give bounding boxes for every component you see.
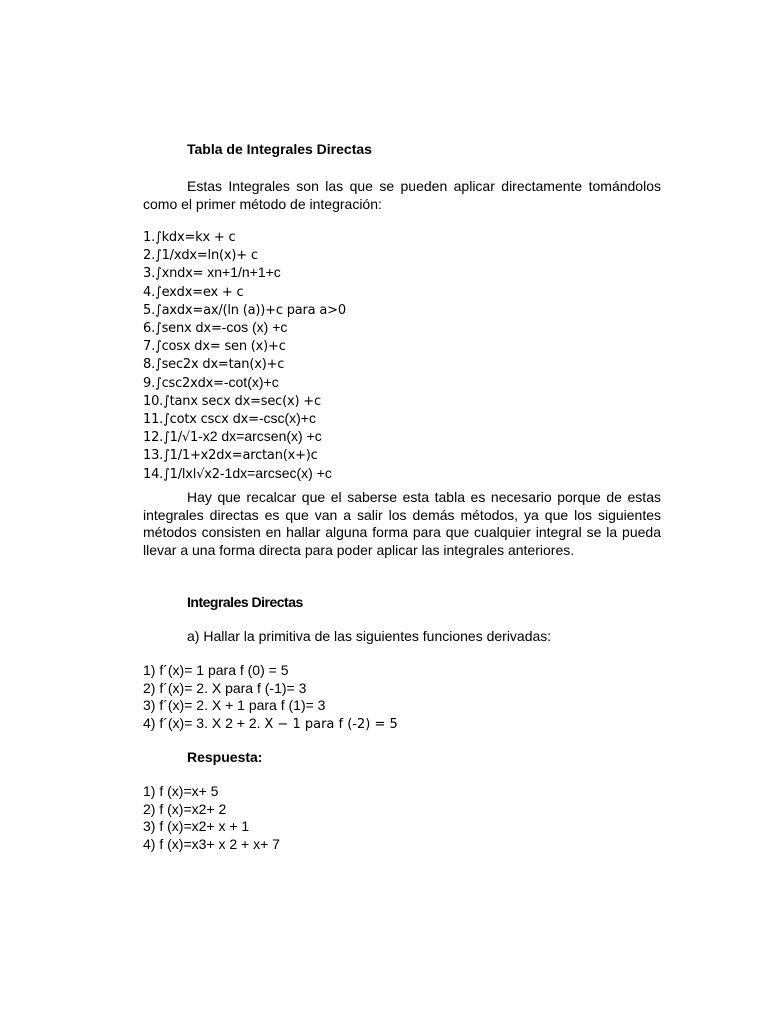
- note-paragraph: [143, 489, 661, 559]
- formula-item: 6.∫senx dx=-cos (x) +c: [143, 319, 288, 337]
- formula-item: 9.∫csc2xdx=-cot(x)+c: [143, 373, 279, 391]
- answer-list: [143, 783, 280, 853]
- formula-item: 2.∫1/xdx=ln(x)+ c: [143, 248, 258, 264]
- problem-item: 2) f´(x)= 2. X para f (-1)= 3: [143, 679, 307, 696]
- answer-item: 2) f (x)=x2+ 2: [143, 800, 227, 817]
- intro-paragraph: [143, 178, 661, 213]
- formula-item: 8.∫sec2x dx=tan(x)+c: [143, 357, 285, 373]
- problem-item: 1) f´(x)= 1 para f (0) = 5: [143, 662, 289, 678]
- answer-item: 1) f (x)=x+ 5: [143, 783, 219, 799]
- formula-item: 7.∫cosx dx= sen (x)+c: [143, 339, 286, 355]
- note-text: Hay que recalcar que el saberse esta tabla es necesario porque de estas integrales directas es que van a salir los demás métodos, ya que los siguientes métodos consisten en hallar alguna forma para que cualquier integral se la pueda llevar a una forma directa para poder aplicar las integrales anteriores.: [143, 489, 661, 558]
- answer-heading: Respuesta:: [187, 749, 263, 765]
- formula-item: 5.∫axdx=ax/(ln (a))+c para a>0: [143, 302, 346, 318]
- formula-item: 4.∫exdx=ex + c: [143, 284, 244, 300]
- page-title: Tabla de Integrales Directas: [187, 141, 372, 157]
- formula-item: 1.∫kdx=kx + c: [143, 230, 236, 245]
- answer-item: 4) f (x)=x3+ x 2 + x+ 7: [143, 835, 280, 852]
- formula-item: 3.∫xndx= xn+1/n+1+c: [143, 264, 281, 282]
- section-subtitle: Integrales Directas: [187, 594, 303, 610]
- formula-item: 13.∫1/1+x2dx=arctan(x+)c: [143, 448, 318, 464]
- integral-formula-list: [143, 228, 346, 483]
- task-instruction: a) Hallar la primitiva de las siguientes funciones derivadas:: [187, 628, 552, 644]
- intro-text: Estas Integrales son las que se pueden aplicar directamente tomándolos como el primer método de integración:: [143, 178, 661, 212]
- answer-item: 3) f (x)=x2+ x + 1: [143, 818, 250, 834]
- problem-item: 4) f´(x)= 3. X 2 + 2. X − 1 para f (-2) = 5: [143, 714, 398, 732]
- formula-item: 12.∫1/√1-x2 dx=arcsen(x) +c: [143, 428, 322, 446]
- formula-item: 10.∫tanx secx dx=sec(x) +c: [143, 393, 321, 409]
- formula-item: 11.∫cotx cscx dx=-csc(x)+c: [143, 410, 316, 428]
- formula-item: 14.∫1/lxl√x2-1dx=arcsec(x) +c: [143, 464, 332, 482]
- problem-item: 3) f´(x)= 2. X + 1 para f (1)= 3: [143, 697, 326, 713]
- problem-list: [143, 662, 398, 733]
